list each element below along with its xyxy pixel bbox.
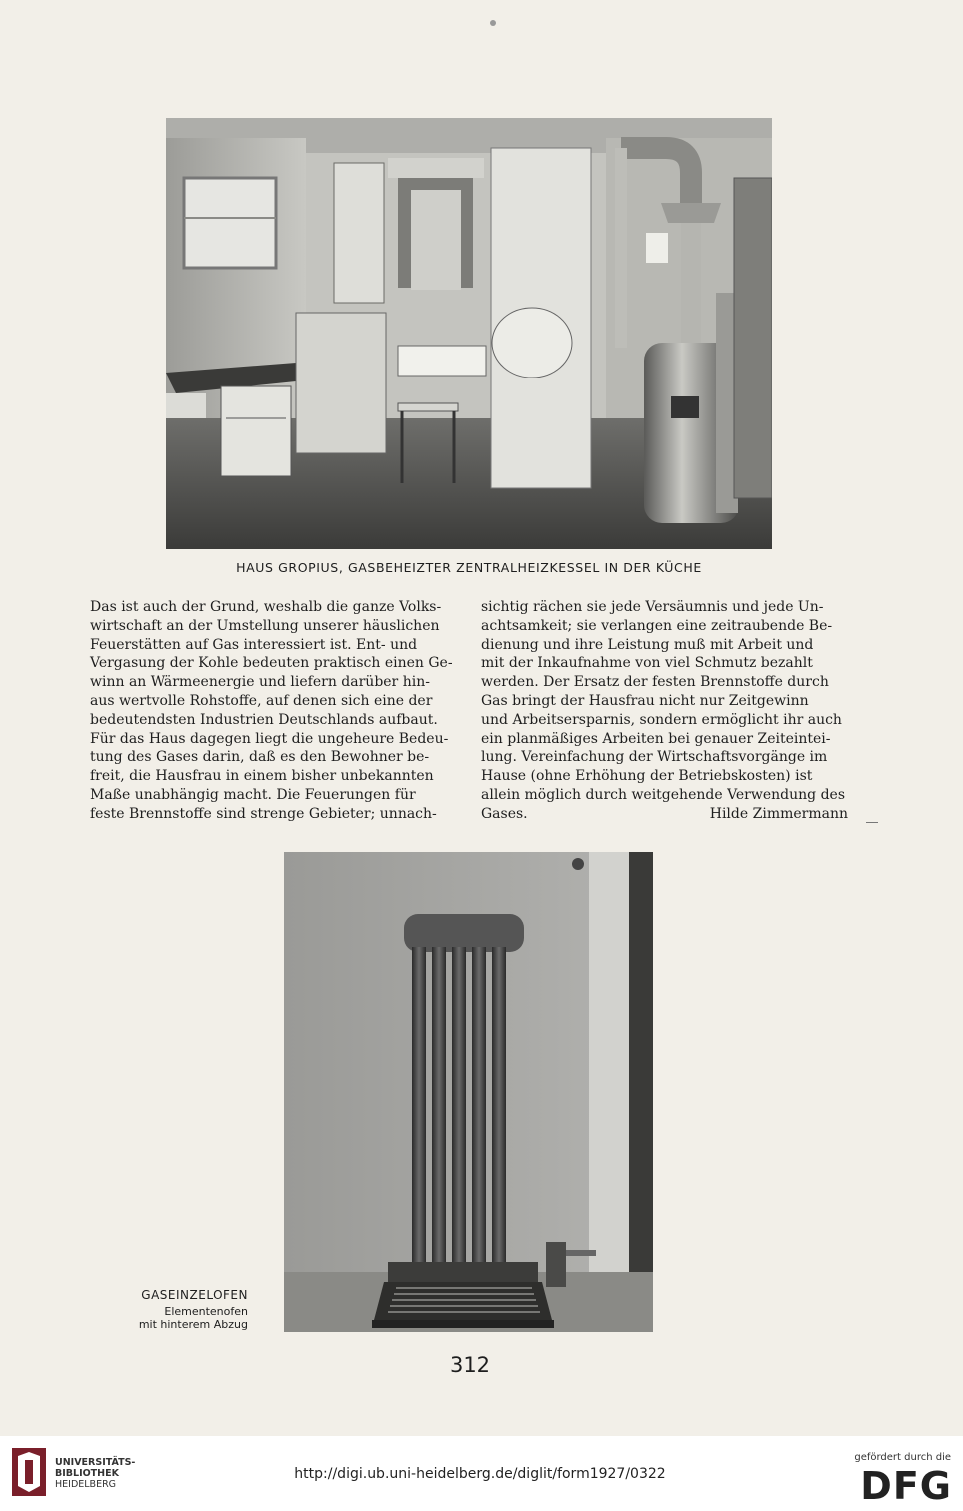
text-line: Für das Haus dagegen liegt die ungeheure Bedeu-: [90, 730, 449, 747]
text-line: wirtschaft an der Umstellung unserer häuslichen: [90, 617, 440, 634]
funding-note: gefördert durch die: [854, 1452, 951, 1463]
text-line: feste Brennstoffe sind strenge Gebieter; unnach-: [90, 805, 437, 822]
closing-line: [481, 805, 848, 824]
figure2-subtitle-line1: Elementenofen: [164, 1305, 248, 1318]
kitchen-photo: [166, 118, 772, 549]
text-line: dienung und ihre Leistung muß mit Arbeit und: [481, 636, 814, 653]
text-line: Gas bringt der Hausfrau nicht nur Zeitgewinn: [481, 692, 809, 709]
text-line: allein möglich durch weitgehende Verwendung des: [481, 786, 845, 803]
text-line: aus wertvolle Rohstoffe, auf denen sich eine der: [90, 692, 433, 709]
figure2-title: GASEINZELOFEN: [141, 1288, 248, 1302]
text-line: freit, die Hausfrau in einem bisher unbekannten: [90, 768, 434, 785]
text-line: werden. Der Ersatz der festen Brennstoffe durch: [481, 674, 829, 691]
library-line3: HEIDELBERG: [55, 1479, 117, 1490]
text-line: bedeutendsten Industrien Deutschlands aufbaut.: [90, 711, 438, 728]
article-column-right: [481, 598, 848, 824]
source-url[interactable]: http://digi.ub.uni-heidelberg.de/diglit/form1927/0322: [294, 1466, 666, 1482]
text-line: Maße unabhängig macht. Die Feuerungen für: [90, 786, 416, 803]
text-line: und Arbeitsersparnis, sondern ermöglicht ihr auch: [481, 711, 842, 728]
text-line: Vergasung der Kohle bedeuten praktisch einen Ge-: [90, 655, 453, 672]
text-line: achtsamkeit; sie verlangen eine zeitraubende Be-: [481, 617, 833, 634]
text-line: lung. Vereinfachung der Wirtschaftsvorgänge im: [481, 749, 828, 766]
figure-caption: HAUS GROPIUS, GASBEHEIZTER ZENTRALHEIZKESSEL IN DER KÜCHE: [236, 560, 702, 575]
text-line: winn an Wärmeenergie und liefern darüber hin-: [90, 674, 430, 691]
library-name: [55, 1457, 135, 1490]
dfg-logo: DFG: [860, 1464, 952, 1508]
text-line: mit der Inkaufnahme von viel Schmutz bezahlt: [481, 655, 813, 672]
scan-dot: [490, 20, 496, 26]
text-line: sichtig rächen sie jede Versäumnis und jede Un-: [481, 599, 824, 615]
last-word: Gases.: [481, 805, 528, 822]
text-line: ein planmäßiges Arbeiten bei genauer Zeiteintei-: [481, 730, 831, 747]
university-library-logo: [10, 1446, 48, 1498]
text-line: Das ist auch der Grund, weshalb die ganze Volks-: [90, 599, 442, 615]
gas-heater-photo: [284, 852, 653, 1332]
library-line2: BIBLIOTHEK: [55, 1468, 119, 1479]
figure2-subtitle-line2: mit hinterem Abzug: [138, 1318, 248, 1331]
library-line1: UNIVERSITÄTS-: [55, 1457, 136, 1468]
author-name: Hilde Zimmermann: [709, 805, 848, 822]
text-line: Hause (ohne Erhöhung der Betriebskosten) ist: [481, 768, 813, 785]
article-column-left: [90, 598, 457, 824]
figure2-subtitle: [92, 1305, 248, 1331]
margin-mark: [866, 822, 878, 823]
page-number: 312: [449, 1353, 491, 1377]
text-line: Feuerstätten auf Gas interessiert ist. Ent- und: [90, 636, 418, 653]
text-line: tung des Gases darin, daß es den Bewohner be-: [90, 749, 430, 766]
